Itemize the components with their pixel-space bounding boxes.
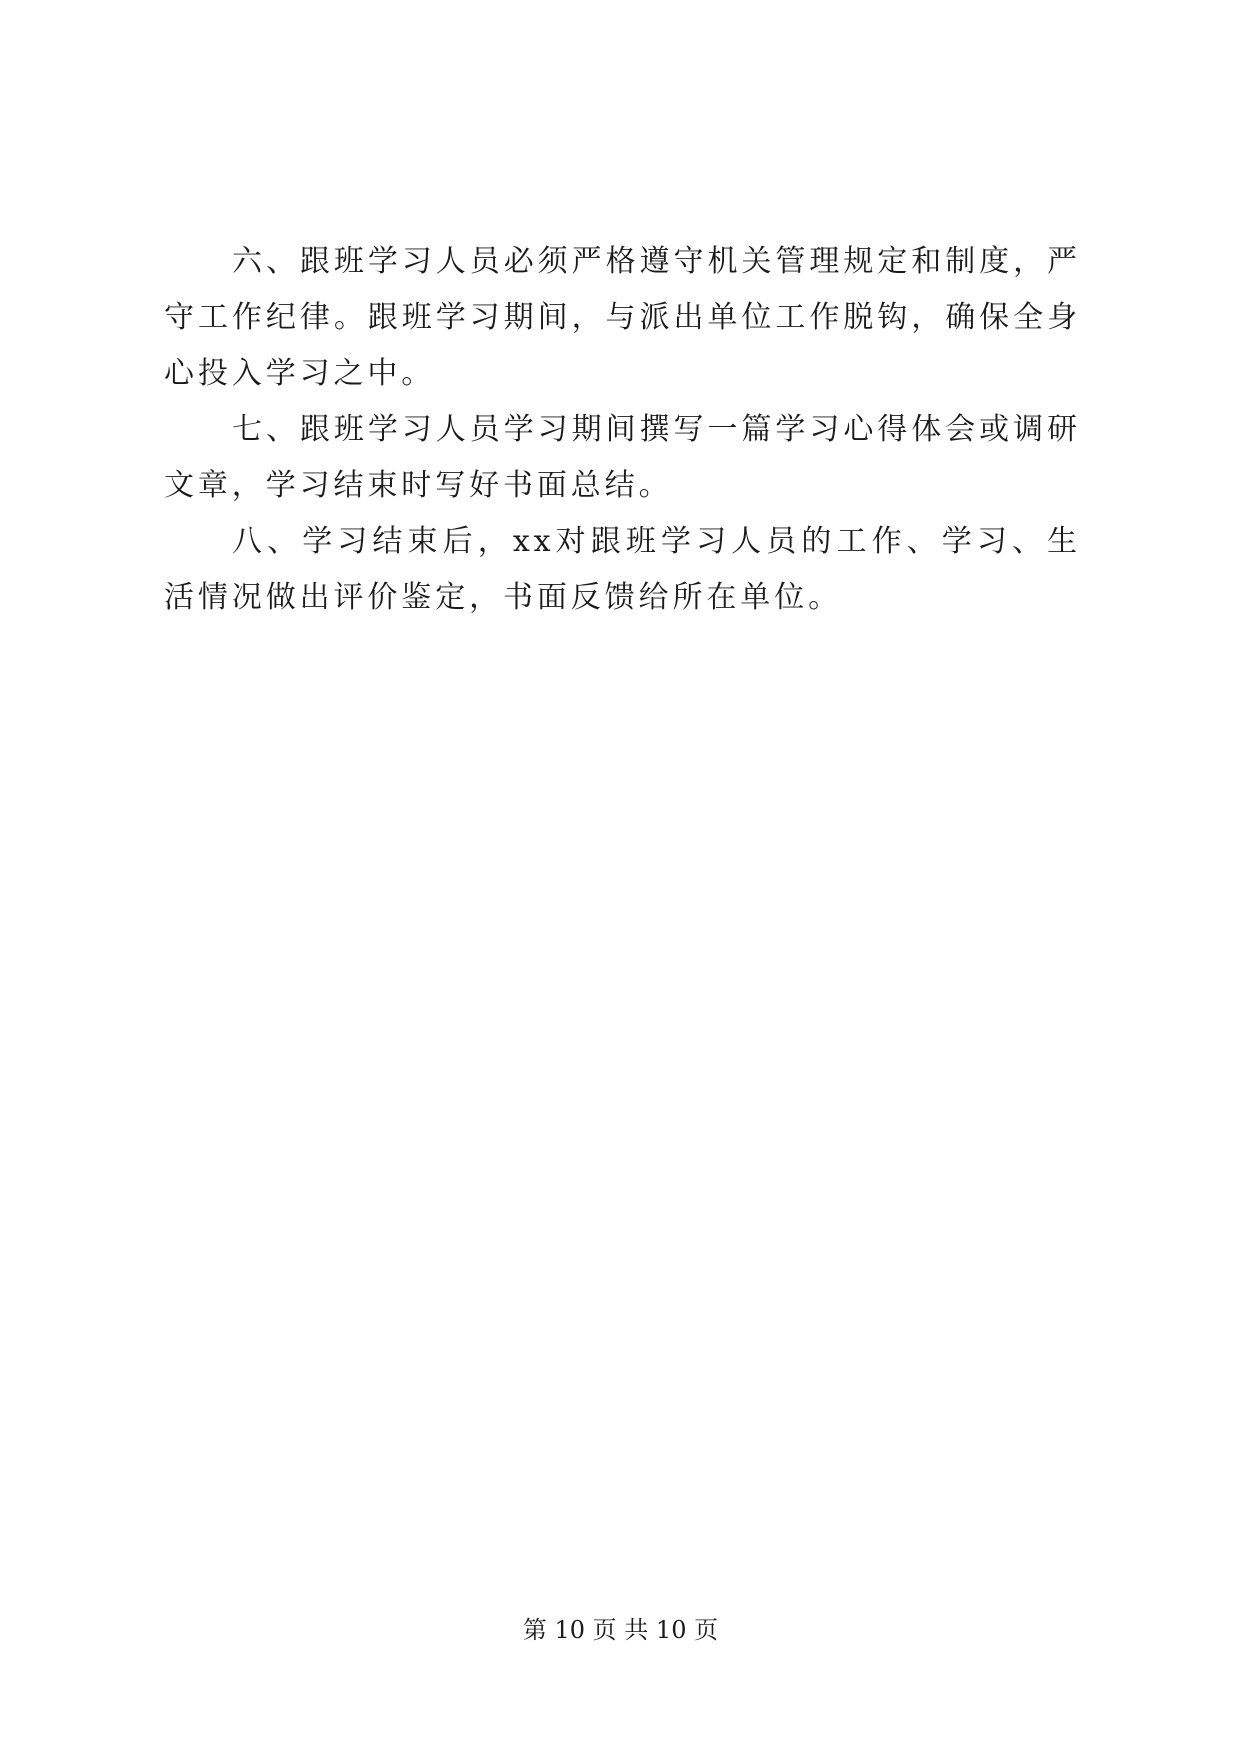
paragraph-eight: 八、学习结束后，xx对跟班学习人员的工作、学习、生活情况做出评价鉴定，书面反馈给所在单位。 (164, 524, 1081, 615)
paragraph-six: 六、跟班学习人员必须严格遵守机关管理规定和制度，严守工作纪律。跟班学习期间，与派出单位工作脱钩，确保全身心投入学习之中。 (164, 244, 1081, 391)
paragraph-seven: 七、跟班学习人员学习期间撰写一篇学习心得体会或调研文章，学习结束时写好书面总结。 (164, 412, 1081, 503)
page-number-footer: 第 10 页 共 10 页 (522, 1616, 719, 1644)
document-body (164, 234, 1081, 626)
